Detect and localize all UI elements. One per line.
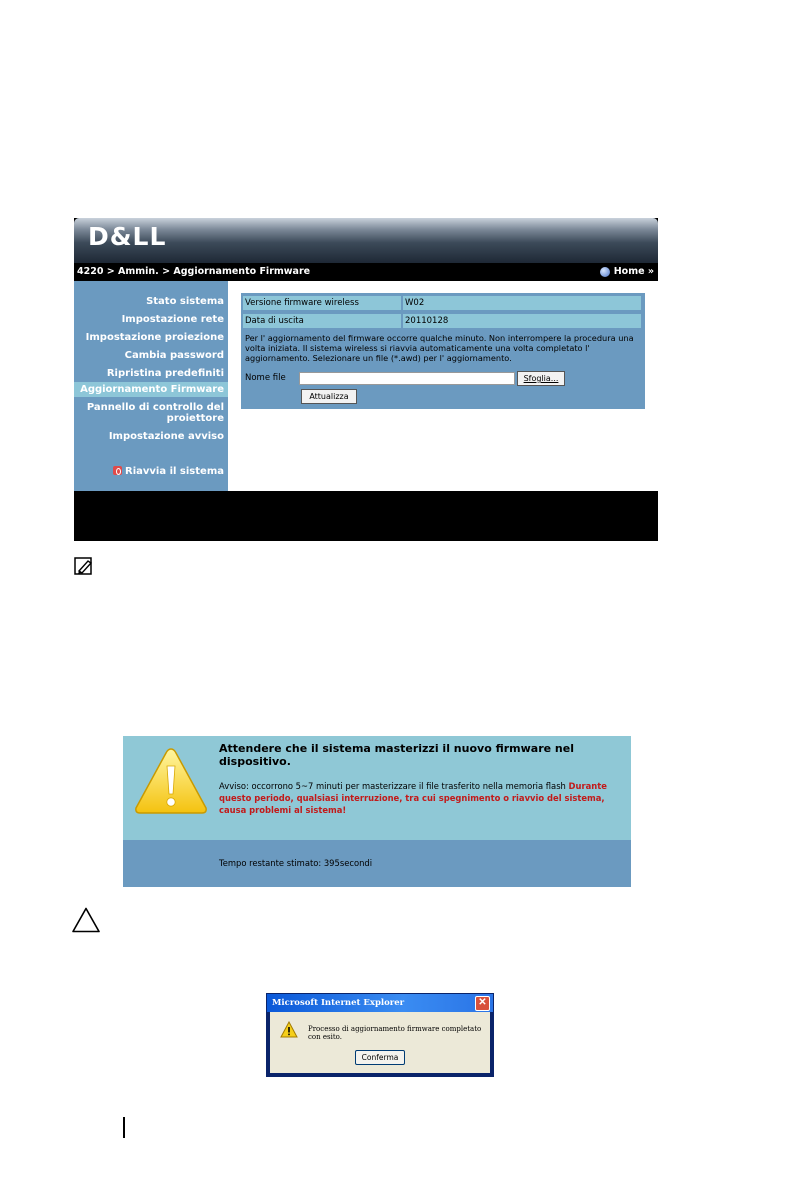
warning-notice-prefix: Avviso: occorrono 5~7 minuti per masterizzare il file trasferito nella memoria flash [219, 781, 569, 791]
warning-title: Attendere che il sistema masterizzi il nuovo firmware nel dispositivo. [219, 742, 574, 768]
sidebar [74, 281, 228, 491]
filename-label: Nome file [245, 373, 286, 383]
remaining-time: Tempo restante stimato: 395secondi [219, 858, 373, 868]
warning-panel-screenshot [123, 736, 631, 887]
breadcrumb-bar [74, 263, 658, 281]
ie-dialog [266, 993, 494, 1077]
filename-input[interactable] [299, 372, 515, 385]
firmware-panel [241, 293, 645, 409]
sidebar-item-impostazione-proiezione[interactable]: Impostazione proiezione [85, 332, 224, 343]
caution-triangle-icon [72, 907, 100, 933]
reboot-label: Riavvia il sistema [125, 466, 224, 477]
close-icon[interactable]: ✕ [475, 996, 490, 1011]
sidebar-item-impostazione-avviso[interactable]: Impostazione avviso [108, 431, 224, 442]
power-icon [113, 466, 122, 475]
home-label: Home » [613, 266, 654, 277]
dialog-warning-icon [280, 1021, 298, 1039]
home-link[interactable] [600, 263, 654, 281]
sidebar-item-ripristina-predefiniti[interactable]: Ripristina predefiniti [106, 368, 224, 379]
home-icon [600, 267, 610, 277]
sidebar-item-aggiornamento-firmware[interactable]: Aggiornamento Firmware [74, 382, 228, 397]
dialog-title: Microsoft Internet Explorer [272, 998, 405, 1008]
main-content [228, 281, 658, 491]
date-value-cell: 20110128 [403, 314, 641, 328]
sidebar-item-pannello-di-controllo[interactable]: Pannello di controllo del proiettore [86, 402, 224, 424]
dell-header [74, 218, 658, 263]
dialog-message: Processo di aggiornamento firmware completato con esito. [308, 1025, 482, 1041]
update-button[interactable]: Attualizza [301, 389, 357, 404]
page-footer-rule [123, 1117, 125, 1138]
version-value-cell: W02 [403, 296, 641, 310]
dell-logo: D&LL [88, 222, 167, 251]
date-label-cell: Data di uscita [243, 314, 401, 328]
breadcrumb: 4220 > Ammin. > Aggiornamento Firmware [77, 266, 311, 277]
instructions-text: Per l' aggiornamento del firmware occorre qualche minuto. Non interrompere la procedura una volta iniziata. Il sistema wireless si riavvia automaticamente una volta completato l' aggiornamento. Selezionare un file (*.awd) per l' aggiornamento. [245, 333, 634, 363]
sidebar-item-impostazione-rete[interactable]: Impostazione rete [121, 314, 224, 325]
dialog-body [270, 1012, 490, 1073]
note-pencil-icon [74, 557, 94, 575]
reboot-link[interactable] [113, 466, 224, 477]
firmware-update-screenshot [74, 218, 658, 541]
sidebar-item-cambia-password[interactable]: Cambia password [124, 350, 224, 361]
sidebar-item-stato-sistema[interactable]: Stato sistema [146, 296, 224, 307]
dialog-titlebar [267, 994, 493, 1012]
browse-button[interactable]: Sfoglia... [517, 371, 565, 386]
warning-notice [219, 780, 625, 816]
warning-notice-red: Durante questo periodo, qualsiasi interruzione, tra cui spegnimento o riavvio del sistema, causa problemi al sistema! [219, 781, 607, 815]
confirm-button[interactable]: Conferma [355, 1050, 405, 1065]
warning-triangle-icon [133, 746, 209, 816]
version-label-cell: Versione firmware wireless [243, 296, 401, 310]
warning-panel-footer [123, 840, 631, 887]
